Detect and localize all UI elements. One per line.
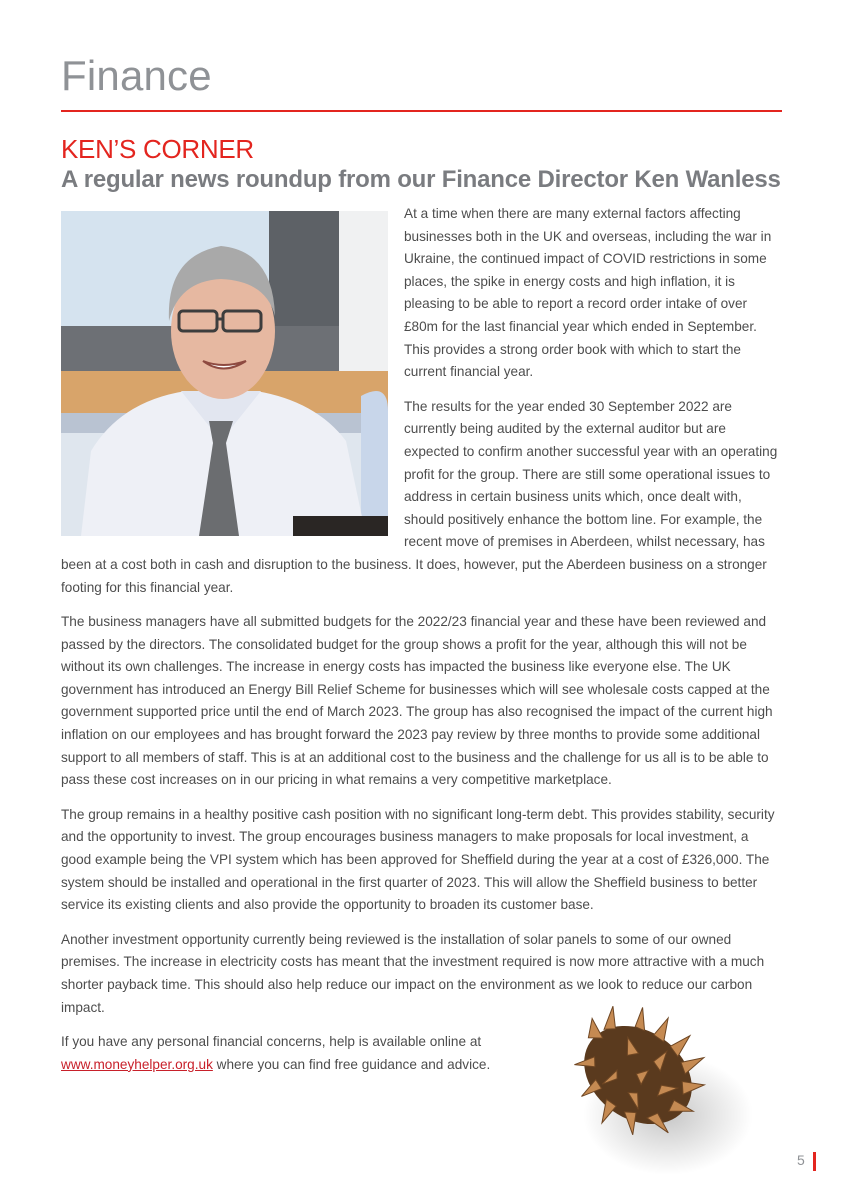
article-subtitle: A regular news roundup from our Finance Director Ken Wanless xyxy=(61,166,781,193)
page-number-marker xyxy=(813,1152,816,1171)
article-kicker: KEN’S CORNER xyxy=(61,134,254,164)
closing-paragraph xyxy=(61,1031,531,1076)
pinecone-image xyxy=(548,995,758,1180)
paragraph: The results for the year ended 30 September 2022 are currently being audited by the external auditor but are expected to confirm another successful year with an operating profit for the group. There are still some operational issues to address in certain business units which, once dealt with, should positively enhance the bottom line. For example, the recent move of premises in Aberdeen, whilst necessary, has been at a cost both in cash and disruption to the business. It does, however, put the Aberdeen business on a stronger footing for this financial year. xyxy=(61,398,778,595)
closing-text-after: where you can find free guidance and advice. xyxy=(212,1056,491,1072)
pinecone-icon xyxy=(548,995,758,1180)
closing-text-before: If you have any personal financial concerns, help is available online at xyxy=(61,1034,482,1050)
section-title: Finance xyxy=(61,52,212,99)
title-divider xyxy=(61,110,782,112)
article-body xyxy=(61,203,782,1088)
portrait-illustration xyxy=(61,211,388,536)
paragraph: The business managers have all submitted budgets for the 2022/23 financial year and these have been reviewed and passed by the directors. The consolidated budget for the group shows a profit for the year, although this will not be without its own challenges. The increase in energy costs has impacted the business like everyone else. The UK government has introduced an Energy Bill Relief Scheme for businesses which will see wholesale costs capped at the government supported price until the end of March 2023. The group has also recognised the impact of the current high inflation on our employees and has brought forward the 2023 pay review by three months to provide some additional support to all members of staff. This is at an additional cost to the business and the challenge for us all is to be able to pass these cost increases on in our pricing in what remains a very competitive marketplace. xyxy=(61,614,773,788)
paragraph: Another investment opportunity currently being reviewed is the installation of solar panels to some of our owned premises. The increase in electricity costs has meant that the investment required is now more attractive with a much shorter payback time. This should also help reduce our impact on the environment as we look to reduce our carbon impact. xyxy=(61,931,765,1015)
paragraph: The group remains in a healthy positive cash position with no significant long-term debt. This provides stability, security and the opportunity to invest. The group encourages business managers to make proposals for local investment, a good example being the VPI system which has been approved for Sheffield during the year at a cost of £326,000. The system should be installed and operational in the first quarter of 2023. This will allow the Sheffield business to better service its existing clients and also provide the opportunity to broaden its customer base. xyxy=(61,806,775,913)
moneyhelper-link[interactable]: www.moneyhelper.org.uk xyxy=(61,1056,213,1072)
page-number: 5 xyxy=(797,1152,805,1168)
portrait-photo xyxy=(61,211,388,536)
paragraph: At a time when there are many external factors affecting businesses both in the UK and overseas, including the war in Ukraine, the continued impact of COVID restrictions in some places, the spike in energy costs and high inflation, it is pleasing to be able to report a record order intake of over £80m for the last financial year which ended in September. This provides a strong order book with which to start the current financial year. xyxy=(404,206,772,380)
